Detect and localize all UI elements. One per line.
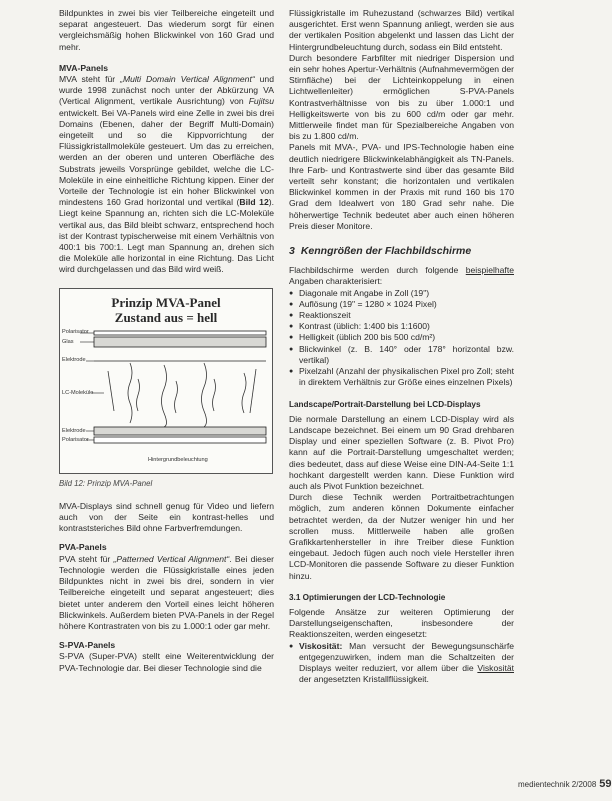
pva-heading: PVA-Panels — [59, 542, 107, 553]
label-polarisator-bottom: Polarisator — [62, 436, 89, 443]
list-item: ● Helligkeit (üblich 200 bis 500 cd/m²) — [289, 332, 514, 343]
figure-diagram — [60, 289, 272, 473]
list-item: ● Pixelzahl (Anzahl der physikalischen Pixel pro Zoll; steht in direktem Verhältnis zur Größe eines einzelnen Pixels) — [289, 366, 514, 388]
landscape-heading: Landscape/Portrait-Darstellung bei LCD-Displays — [289, 399, 481, 409]
paragraph: Die normale Darstellung an einem LCD-Display wird als Landscape bezeichnet. Bei einem um 90 Grad drehbaren Display und einer speziellen Software (z. B. Pivot Pro) kann auf die Portrait-Darstellung umgeschaltet werden; dies bedeutet, dass auf diese Weise eine DIN-A4-Seite 1:1 hochkant dargestellt werden kann. Diese Funktion wird auch als Pivot Funktion bezeichnet. — [289, 413, 514, 491]
pva-paragraph: PVA steht für „Patterned Vertical Alignment“. Bei dieser Technologie werden die Flüssigkristalle eines jeden Bildpunktes nicht in zwei bis drei, sondern in vier Teilbereiche eingeteilt und separat angesteuert; dies bietet unter anderem den Vorteil eines leicht höheren Blickwinkels. Außerdem bieten PVA-Panels in der Regel höhere Kontrastraten von bis zu 1.000:1 oder gar mehr. — [59, 553, 275, 631]
paragraph: Flüssigkristalle im Ruhezustand (schwarzes Bild) vertikal ausgerichtet. Erst wenn Spannung anliegt, werden sie aus der vertikalen Position abgelenkt und lassen das Licht der Hintergrundbeleuchtung durch, sodass ein Bild entsteht. — [289, 8, 514, 52]
spva-heading: S-PVA-Panels — [59, 640, 116, 651]
paragraph: MVA-Displays sind schnell genug für Video und liefern auch von der Seite ein kontrast-helles und kontraststeriches Bild ohne Farbverfremdungen. — [59, 500, 274, 534]
paragraph: Folgende Ansätze zur weiteren Optimierung der Darstellungseigenschaften, insbesondere der Reaktionszeiten, werden eingesetzt: — [289, 606, 514, 640]
list-item: ● Blickwinkel (z. B. 140° oder 178° horizontal bzw. vertikal) — [289, 344, 514, 366]
mva-heading: MVA-Panels — [59, 62, 109, 73]
page-footer — [518, 778, 612, 790]
section-heading: 3 Kenngrößen der Flachbildschirme — [289, 245, 472, 258]
label-glas: Glas — [62, 338, 74, 345]
characteristics-list — [289, 288, 514, 389]
list-item: ● Viskosität: Man versucht der Bewegungsunschärfe entgegenzuwirken, indem man die Schaltzeiten der Displays weiter reduziert, vor allem über die Viskosität der angesetzten Kristallflüssigkeit. — [289, 641, 514, 686]
mva-paragraph: MVA steht für „Multi Domain Vertical Alignment“ und wurde 1998 zunächst noch unter der Abkürzung VA (Vertical Alignment, vertikale Ausrichtung) von Fujitsu entwickelt. Bei VA-Panels wird eine Zelle in zwei bis drei Domains (Ebenen, daher der Begriff Multi-Domain) eingeteilt und so die Kippvorrichtung der Flüssigkristallmoleküle gesteuert. Um das zu erreichen, werden an der oberen und unteren Oberfläche des Substrats jeweils Vorsprünge gebildet, welche die LC-Moleküle in eine einheitliche Richtung kippen. Einer der Vorteile der Technologie ist ein hoher Blickwinkel von mindestens 160 Grad horizontal und vertikal (Bild 12). Liegt keine Spannung an, richten sich die LC-Moleküle vertikal aus, das Bild bleibt schwarz, entsprechend hoch ist der Kontrast typischerweise mit einem Verhältnis von 400:1 bis 700:1. Legt man Spannung an, drehen sich die Moleküle alle horizontal in eine Richtung. Das Licht wird durchgelassen und das Bild wird weiß. — [59, 74, 274, 275]
label-elektrode: Elektrode — [62, 356, 86, 363]
label-hintergrundbeleuchtung: Hintergrundbeleuchtung — [148, 456, 208, 463]
paragraph: Bildpunktes in zwei bis vier Teilbereiche eingeteilt und separat angesteuert. Das wiederum sorgt für einen vergleichsmäßig hohen Blickwinkel von 160 Grad und mehr. — [59, 8, 274, 52]
paragraph: Durch diese Technik werden Portraitbetrachtungen möglich, zum anderen können Dokumente einfacher betrachtet werden, da der Nutzer weniger hin und her scrollen muss. Mittlerweile haben alle großen Grafikkartenhersteller in ihre Treiber diese Funktion eingebaut. Jedoch fügen auch noch viele Hersteller ihren LCD-Monitoren die passende Software zu dieser Funktion hinzu. — [289, 492, 514, 581]
section-intro: Flachbildschirme werden durch folgende beispielhafte Angaben charakterisiert: — [289, 265, 514, 287]
list-item: ● Auflösung (19" = 1280 × 1024 Pixel) — [289, 299, 514, 310]
label-lc-molekuele: LC-Moleküle — [62, 389, 94, 396]
figure-title: Prinzip MVA-Panel Zustand aus = hell — [111, 294, 221, 325]
paragraph: Panels mit MVA-, PVA- und IPS-Technologie haben eine deutlich niedrigere Blickwinkelabhängigkeit als TN-Panels. Ihre Farb- und Kontrastwerte sind über das gesamte Bild verteilt sehr konstant; die horizontalen und vertikalen Blickwinkel kommen in der Praxis mit rund 160 bis 170 Grad dem Idealwert von 180 Grad sehr nahe. Die höherwertige Technik bedeutet aber auch einen höheren Preis dieser Monitore. — [289, 142, 514, 231]
optimization-list — [289, 641, 514, 686]
subsection-heading: 3.1 Optimierungen der LCD-Technologie — [289, 592, 446, 602]
left-column — [59, 8, 274, 674]
label-elektrode-bottom: Elektrode — [62, 427, 86, 434]
figure-caption: Bild 12: Prinzip MVA-Panel — [59, 478, 153, 488]
magazine-name: medientechnik 2/2008 — [518, 780, 597, 789]
label-polarisator: Polarisator — [62, 328, 89, 335]
list-item: ● Kontrast (üblich: 1:400 bis 1:1600) — [289, 321, 514, 332]
list-item: ● Reaktionszeit — [289, 310, 514, 321]
page-number: 59 — [599, 778, 612, 790]
spva-paragraph: S-PVA (Super-PVA) stellt eine Weiterentwicklung der PVA-Technologie dar. Bei dieser Technologie sind die — [59, 651, 274, 673]
paragraph: Durch besondere Farbfilter mit niedriger Dispersion und ein sehr hohes Apertur-Verhältnis (Aufnahmevermögen der Stirnfläche) bei der Lichteinkoppelung in einen Lichtwellenleiter) ermöglichen S-PVA-Panels Kontrastverhältnisse von bis zu über 1.000:1 und Helligkeitswerte von bis zu 600 cd/m oder gar mehr. Mittlerweile findet man für Spezialbereiche Angaben von bis zu 1.800 cd/m. — [289, 52, 514, 142]
figure-mva-panel — [59, 288, 273, 474]
list-item: ● Diagonale mit Angabe in Zoll (19") — [289, 288, 514, 299]
right-column — [289, 8, 514, 685]
